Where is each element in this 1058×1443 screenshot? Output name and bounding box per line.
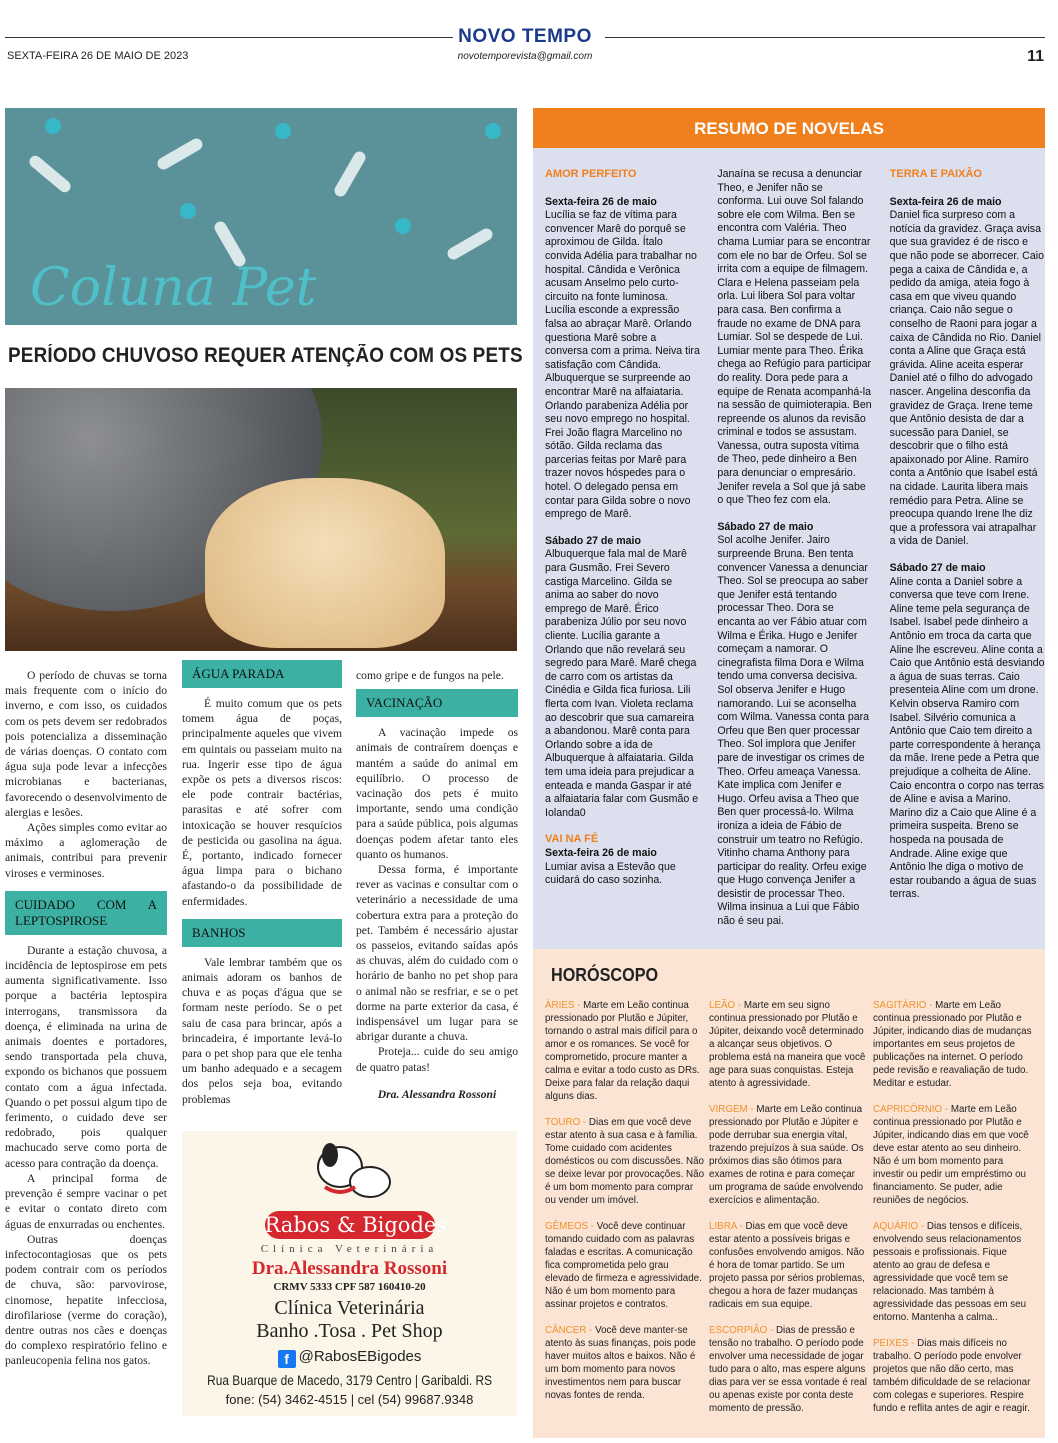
sign-text: Marte em Leão continua pressionado por Plutão e Júpiter, indicando dias em que você deve estar atento ao seu dinheiro. Não é um bom momento para investir ou pedir um empréstimo ou financiamento. Se puder, adie reuniões de negócios. [873, 1103, 1029, 1206]
dog-umbrella-photo [5, 388, 517, 651]
bone-icon [27, 153, 73, 194]
article-author: Dra. Alessandra Rossoni [377, 1087, 497, 1101]
ad-address: Rua Buarque de Macedo, 3179 Centro | Garibaldi. RS [207, 1371, 492, 1388]
ad-line-1: Clínica Veterinária [274, 1296, 425, 1319]
issue-date: SEXTA-FEIRA 26 DE MAIO DE 2023 [7, 50, 189, 62]
sign-name: ESCORPIÃO [709, 1324, 768, 1336]
novela-date: Sexta-feira 26 de maio [545, 195, 657, 208]
veterinary-ad [182, 1131, 517, 1416]
separator: - [908, 1337, 918, 1349]
banner-title: Coluna Pet [30, 258, 317, 318]
sign-name: CAPRICÓRNIO [873, 1103, 943, 1115]
paragraph: Ações simples como evitar ao máximo a aglomeração de animais, contribui para prevenir viroses e verminoses. [5, 821, 167, 880]
separator: - [942, 1103, 951, 1115]
sign-text: Dias mais difíceis no trabalho. O período pode envolver projetos que não dão certo, mas também dificuldade de se relacionar com colegas e superiores. Respire fundo e reflita antes de agir e reagir. [873, 1337, 1031, 1414]
separator: - [926, 999, 936, 1011]
facebook-handle: @RabosEBigodes [298, 1347, 422, 1365]
sign-name: TOURO [545, 1116, 581, 1128]
right-area [533, 108, 1045, 1438]
sign-text: Dias tensos e difíceis, envolvendo seus relacionamentos pessoais e profissionais. Fique atento ao grau de defesa e agressividade que você tem se relacionado. Mas também à agressividade das pessoas em seu entorno. Mantenha a calma.. [873, 1220, 1027, 1323]
sign-text: Você deve manter-se atento às suas finanças, pois pode haver muitos altos e baixos. Não é um bom momento para novos investimentos nem para buscar novas fontes de renda. [545, 1324, 696, 1401]
novela-title: AMOR PERFEITO [545, 168, 637, 180]
sign-text: Marte em Leão continua pressionado por Plutão e Júpiter e pode derrubar sua energia vital, trazendo prejuízos à sua saúde. Os próximos dias são ótimos para exames de rotina e para começar um programa de saúde envolvendo exercícios e alimentação. [709, 1103, 864, 1206]
sign-name: GÊMEOS [545, 1220, 589, 1232]
page-number: 11 [1027, 48, 1044, 65]
novelas-column-3 [890, 168, 1045, 902]
novela-date: Sexta-feira 26 de maio [545, 846, 657, 859]
sign-name: PEIXES [873, 1337, 909, 1349]
subheading-leptospirose: CUIDADO COM A LEPTOSPIROSE [5, 891, 167, 935]
separator: - [767, 1324, 776, 1336]
sign-text: Marte em Leão continua pressionado por Plutão e Júpiter, tornando o astral mais difícil para o amor e os romances. Se você for comprometido, procure manter a calma e evitar a todo custo as DRs. Deixe para falar da relação daqui alguns dias. [545, 999, 700, 1102]
horoscope-column-1 [545, 999, 705, 1415]
sign-name: SAGITÁRIO [873, 999, 927, 1011]
novelas-column-1 [545, 168, 700, 888]
novela-date: Sábado 27 de maio [889, 562, 986, 575]
ad-facebook[interactable] [278, 1347, 422, 1368]
sign-text: Dias em que você deve estar atento à sua casa e à família. Tome cuidado com acidentes domésticos ou com discussões. Não se deixe levar por provocações. Não é um bom momento para comprar ou vender um imóvel. [545, 1116, 705, 1206]
sign-text: Marte em seu signo continua pressionado por Plutão e Júpiter, deixando você determinado a alcançar seus objetivos. O problema está na maneira que você age para suas conquistas. Esteja atento à agressividade. [709, 999, 866, 1089]
sign-name: LEÃO [709, 999, 736, 1011]
sign-text: Você deve continuar tomando cuidado com as palavras faladas e escritas. A comunicação fica comprometida pelo grau elevado de firmeza e agressividade. Não é um bom momento para assinar projetos e contratos. [545, 1220, 702, 1310]
header-rule-left [5, 37, 453, 38]
paragraph: Durante a estação chuvosa, a incidência de leptospirose em pets aumenta significativamente. Isso porque a bactéria leptospira interrogans, transmissora da doença, é eliminada na urina de animais doentes e portadores, sendo transportada pela chuva, expondo os bichanos que possuem contato com a água infectada. Quando o pet possui algum tipo de ferimento, o cuidado deve ser redobrado, pois qualquer machucado serve como porta de acesso para contração da doença. [5, 943, 167, 1170]
sign-name: VIRGEM [709, 1103, 748, 1115]
separator: - [735, 999, 744, 1011]
novela-summary: Janaína se recusa a denunciar Theo, e Jenifer não se conforma. Lui ouve Sol falando sobre ele com Wilma. Ben se encontra com Valéria. Theo chama Lumiar para se encontrar com ele no bar de Orfeu. Sol se irrita com a equipe de filmagem. Clara e Helena passeiam pela orla. Lui libera Sol para voltar para casa. Ben confirma a fraude no exame de DNA para Lumiar. Sol se despede de Lui. Lumiar mente para Theo. Érika chega ao Refúgio para participar do reality. Dora pede para a equipe de Renata acompanhá-la na sessão de quimioterapia. Ben repreende os alunos da revisão criminal e todos se assustam. Vanessa, outra suposta vítima de Theo, pede dinheiro a Ben para denunciar o empresário. Jenifer revela a Sol que já sabe o que Theo fez com ela. [717, 168, 872, 507]
horoscope-sign [709, 1220, 869, 1311]
novela-summary: Sol acolhe Jenifer. Jairo surpreende Bruna. Ben tenta convencer Vanessa a denunciar Theo. Sol se preocupa ao saber que Jenifer está tentando processar Theo. Dora se encanta ao ver Fábio atuar com Wilma e Érika. Hugo e Jenifer começam a namorar. O cinegrafista filma Dora e Wilma tendo uma conversa decisiva. Sol observa Jenifer e Hugo namorando. Lui se aconselha com Wilma. Vanessa conta para Orfeu que Ben quer processar Theo. Sol implora que Jenifer pare de investigar os crimes de Theo. Orfeu ameaça Vanessa. Kate implica com Jenifer e Hugo. Orfeu avisa a Theo que Ben quer processá-lo. Wilma ironiza a ideia de Fábio de construir um teatro no Refúgio. Vitinho chama Anthony para participar do reality. Orfeu exige que Hugo convença Jenifer a desistir de processar Theo. Wilma insinua a Lui que Fábio não é seu pai. [717, 534, 870, 928]
novela-summary: Albuquerque fala mal de Marê para Gusmão. Frei Severo castiga Marcelino. Gilda se anima ao saber do novo emprego de Marê. Érico parabeniza Júlio por seu novo cliente. Lucília garante a Orlando que não revelará seu segredo para Marê. Marê chega de carro com os artistas da Cinédia e Gilda fica furiosa. Lili flerta com Ivan. Violeta reclama ao descobrir que sua camareira a abandonou. Marê conta para Orlando sobre a ida de Albuquerque à alfaiataria. Gilda tem uma ideia para prejudicar a enteada e manda Gaspar ir até a alfaiataria falar com Gusmão e Iolanda0 [545, 548, 699, 819]
separator: - [747, 1103, 757, 1115]
bone-icon [155, 136, 204, 171]
horoscope-sign [545, 1116, 705, 1207]
separator: - [918, 1220, 927, 1232]
subheading-banhos: BANHOS [182, 919, 342, 947]
horoscope-sign [873, 1337, 1033, 1415]
horoscope-sign [709, 1324, 869, 1415]
sign-name: LIBRA [709, 1220, 737, 1232]
bone-icon [445, 226, 494, 261]
article-column-3 [356, 668, 518, 1102]
paragraph: O período de chuvas se torna mais frequente com o início do inverno, e com isso, os cuidados com os pets devem ser redobrados pois potencializa a disseminação de várias doenças. O contato com água suja pode levar a infecções microbianas e bacterianas, favorecendo o desenvolvimento de alergias e lesões. [5, 669, 167, 819]
facebook-icon: f [278, 1350, 296, 1368]
paw-icon [395, 218, 411, 234]
article-headline: PERÍODO CHUVOSO REQUER ATENÇÃO COM OS PETS [8, 344, 523, 367]
horoscope-sign [873, 1103, 1033, 1207]
horoscope-title: HORÓSCOPO [551, 964, 659, 985]
horoscope-section [533, 949, 1045, 1438]
subheading-agua-parada: ÁGUA PARADA [182, 660, 342, 688]
ad-doctor: Dra.Alessandra Rossoni [251, 1257, 448, 1279]
ad-line-2: Banho .Tosa . Pet Shop [256, 1319, 443, 1342]
novela-summary: Lumiar avisa a Estevão que cuidará do caso sozinha. [545, 860, 676, 887]
paw-icon [180, 203, 196, 219]
article-middle-area [182, 660, 518, 1416]
paragraph: A vacinação impede os animais de contraírem doenças e mantém a saúde do animal em equilíbrio. O processo de vacinação dos pets é muito importante, sendo uma condição para a saúde pública, pois algumas doenças podem afetar tanto eles quanto os humanos. [356, 726, 518, 861]
sign-name: CÂNCER [545, 1324, 587, 1336]
dog-cat-logo-icon [305, 1137, 395, 1207]
paragraph: A principal forma de prevenção é sempre vacinar o pet e evitar o contato direto com águas de enxurradas ou enchentes. [5, 1171, 167, 1231]
separator: - [736, 1220, 746, 1232]
article-column-1 [5, 668, 167, 1369]
novela-summary: Aline conta a Daniel sobre a conversa que teve com Irene. Aline teme pela segurança de Isabel. Isabel pede dinheiro a Antônio em troca da carta que Aline lhe escreveu. Aline conta a Caio que Antônio está desviando a água de suas terras. Caio presenteia Aline com um drone. Kelvin observa Ramiro com Isabel. Silvério comunica a Antônio que Caio tem direito a parte correspondente à herança da mãe. Irene pede a Petra que prejudique a colheita de Aline. Caio encontra o corpo nas terras de Aline e avisa a Marino. Marino diz a Caio que Aline é a primeira suspeita. Breno se hospeda na pousada de Andrade. Aline exige que Antônio lhe diga o motivo de estar roubando a água de suas terras. [889, 575, 1045, 901]
ad-brand: Rabos & Bigodes [264, 1212, 448, 1237]
ad-crmv: CRMV 5333 CPF 587 160410-20 [273, 1280, 426, 1293]
paragraph: Proteja... cuide do seu amigo de quatro patas! [356, 1045, 518, 1074]
newspaper-brand: NOVO TEMPO [458, 26, 592, 47]
ad-phones: fone: (54) 3462-4515 | cel (54) 99687.9348 [225, 1391, 474, 1407]
subheading-vacinacao: VACINAÇÃO [356, 689, 518, 717]
horoscope-sign [545, 1220, 705, 1311]
horoscope-sign [545, 1324, 705, 1402]
novela-date: Sexta-feira 26 de maio [889, 195, 1002, 208]
paw-icon [45, 118, 61, 134]
horoscope-sign [709, 999, 869, 1090]
paw-icon [275, 123, 291, 139]
paragraph: Outras doenças infectocontagiosas que os pets podem contrair com os períodos de chuva, são: parvovirose, cinomose, hepatite infecciosa, dirofilariose (verme do coração), dentre outras nos cães e doenças do complexo respiratório felino e panleucopenia felina nos gatos. [5, 1232, 167, 1368]
horoscope-sign [873, 1220, 1033, 1324]
paw-icon [485, 123, 501, 139]
separator: - [588, 1220, 597, 1232]
novela-summary: Daniel fica surpreso com a notícia da gravidez. Graça avisa que sua gravidez é de risco e que não pode se aborrecer. Caio pega a caixa de Cândida e, a pedido da amiga, ateia fogo à casa em que viveu quando criança. Caio não segue o conselho de Raoni para jogar a caixa de Cândida no Rio. Daniel conta a Aline que Graça está grávida. Aline aceita esperar Daniel até o filho do advogado nascer. Angelina desconfia da gravidez de Graça. Irene teme que Antônio desista de dar a sucessão para Daniel, se descobrir que o filho está apaixonado por Aline. Ramiro conta a Antônio que Isabel está na cidade. Laurita libera mais remédio para Petra. Aline se preocupa quando Irene lhe diz que a professora vai atrapalhar a vida de Daniel. [889, 209, 1044, 548]
bone-icon [332, 149, 367, 198]
article-column-2 [182, 660, 342, 1107]
sign-text: Marte em Leão continua pressionado por Plutão e Júpiter, indicando dias de mudanças importantes em seus projetos de publicações na internet. O período pede revisão e reavaliação de tudo. Meditar e estudar. [873, 999, 1032, 1089]
horoscope-column-2 [709, 999, 869, 1428]
sign-name: AQUÁRIO [873, 1220, 919, 1232]
novelas-column-2 [717, 168, 872, 929]
sign-name: ÁRIES [545, 999, 575, 1011]
header-rule-right [605, 37, 1045, 38]
paragraph: como gripe e de fungos na pele. [356, 669, 504, 682]
horoscope-column-3 [873, 999, 1033, 1428]
horoscope-sign [709, 1103, 869, 1207]
paragraph: Vale lembrar também que os animais adoram os banhos de chuva e as poças d'água que se formam neste período. Se o pet saiu de casa para brincar, após a brincadeira, é importante levá-lo para o pet shop para que ele tenha um banho adequado e a secagem dos pelos seja boa, evitando problemas [182, 955, 342, 1106]
paragraph: Dessa forma, é importante rever as vacinas e consultar com o veterinário a necessidade de uma cobertura extra para a proteção do pet. Também é necessário ajustar os passeios, evitando saídas após as chuvas, além do cuidado com o horário de banho no pet shop para o animal não se resfriar, e se o pet dorme na parte exterior da casa, é indispensável um lugar para se abrigar durante a chuva. [356, 863, 518, 1044]
novela-title: VAI NA FÉ [545, 833, 599, 846]
novelas-section [533, 108, 1045, 949]
paragraph: É muito comum que os pets tomem água de poças, principalmente aqueles que vivem em quintais ou passeiam muito na rua. Ingerir esse tipo de água expõe os pets a diversos riscos: ele pode contrair bactérias, parasitas e até sofrer com intoxicação se houver resquícios de pesticida ou gasolina na água. É, portanto, indicado fornecer água limpa para o bichano afastando-o da possibilidade de enfermidades. [182, 697, 342, 908]
coluna-pet-banner [5, 108, 517, 325]
separator: - [574, 999, 584, 1011]
sign-text: Dias em que você deve estar atento a possíveis brigas e confusões envolvendo amigos. Não é hora de tomar partido. Se um projeto passa por sérios problemas, chegou a hora de fazer mudanças radicais em sua equipe. [709, 1220, 865, 1310]
sign-text: Dias de pressão e tensão no trabalho. O período pode envolver uma necessidade de jogar tudo para o alto, mas espere alguns dias para ver se essa vontade é real ou apenas existe por conta deste momento de pressão. [709, 1324, 867, 1414]
horoscope-sign [873, 999, 1033, 1090]
novelas-title: RESUMO DE NOVELAS [533, 108, 1045, 148]
novela-date: Sábado 27 de maio [717, 520, 814, 533]
novela-date: Sábado 27 de maio [545, 534, 641, 547]
separator: - [586, 1324, 596, 1336]
horoscope-sign [545, 999, 705, 1103]
novela-summary: Lucília se faz de vítima para convencer Marê do porquê se aproximou de Gilda. Ítalo convida Adélia para trabalhar no hospital. Cândida e Verônica acusam Anselmo pelo curto-circuito na fonte luminosa. Lucília esconde a expressão falsa ao abraçar Marê. Orlando questiona Marê sobre a conversa com a prima. Neiva tira satisfação com Cândida. Albuquerque se surpreende ao encontrar Marê na alfaiataria. Orlando parabeniza Adélia por seu novo emprego no hospital. Frei João flagra Marcelino no sótão. Gilda reclama das parcerias feitas por Marê para trazer novos hóspedes para o hotel. O delegado pensa em contar para Gilda sobre o novo emprego de Marê. [545, 209, 700, 521]
contact-email: novotemporevista@gmail.com [457, 51, 593, 62]
novela-title: TERRA E PAIXÃO [889, 168, 982, 180]
ad-subtitle: Clínica Veterinária [260, 1242, 439, 1255]
separator: - [580, 1116, 589, 1128]
